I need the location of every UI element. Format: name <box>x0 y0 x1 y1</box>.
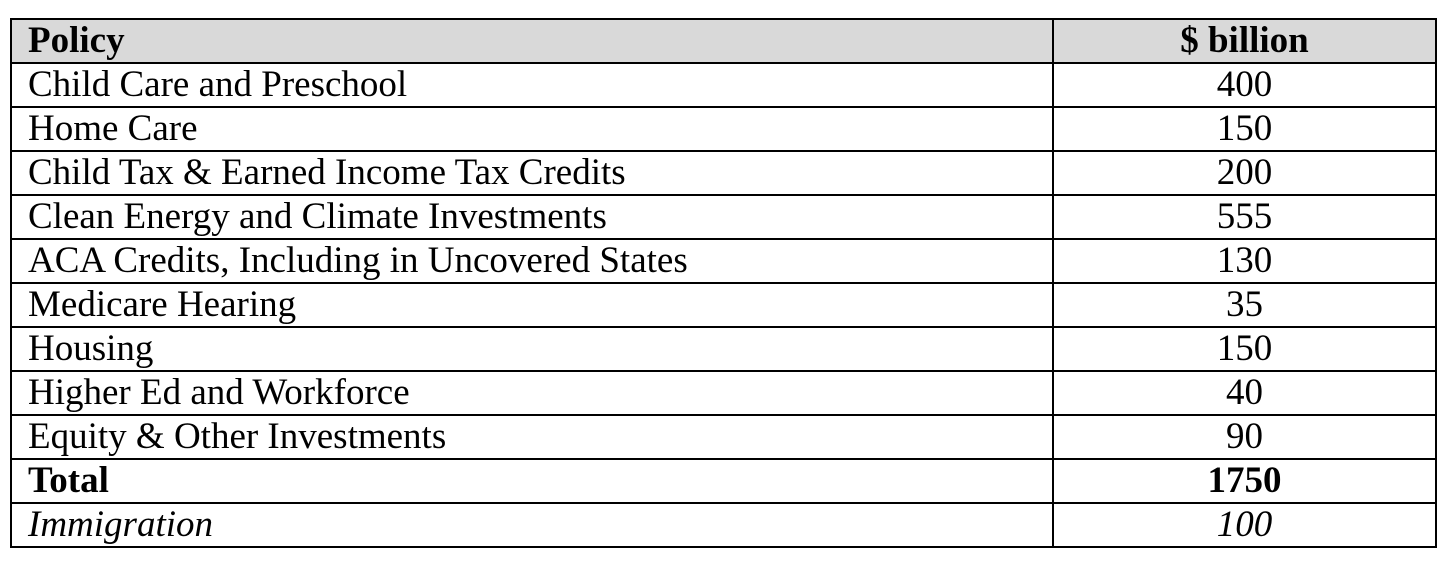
row-value-cell: 130 <box>1053 239 1436 283</box>
total-label: Total <box>11 459 1053 503</box>
immigration-label: Immigration <box>11 503 1053 547</box>
policy-spending-table <box>10 18 1437 548</box>
immigration-value: 100 <box>1053 503 1436 547</box>
row-value-cell: 40 <box>1053 371 1436 415</box>
row-policy-cell: ACA Credits, Including in Uncovered States <box>11 239 1053 283</box>
table-row <box>11 63 1436 107</box>
row-policy-cell: Medicare Hearing <box>11 283 1053 327</box>
row-policy-cell: Home Care <box>11 107 1053 151</box>
row-value-cell: 400 <box>1053 63 1436 107</box>
row-policy-cell: Child Care and Preschool <box>11 63 1053 107</box>
table-row <box>11 283 1436 327</box>
row-value-cell: 555 <box>1053 195 1436 239</box>
row-value-cell: 150 <box>1053 327 1436 371</box>
row-policy-cell: Higher Ed and Workforce <box>11 371 1053 415</box>
table-header-row <box>11 19 1436 63</box>
policy-spending-table-container <box>10 18 1435 548</box>
row-value-cell: 200 <box>1053 151 1436 195</box>
header-policy: Policy <box>11 19 1053 63</box>
table-row <box>11 107 1436 151</box>
header-billion: $ billion <box>1053 19 1436 63</box>
table-row <box>11 327 1436 371</box>
table-row <box>11 239 1436 283</box>
row-value-cell: 35 <box>1053 283 1436 327</box>
row-policy-cell: Housing <box>11 327 1053 371</box>
total-value: 1750 <box>1053 459 1436 503</box>
immigration-row <box>11 503 1436 547</box>
row-policy-cell: Equity & Other Investments <box>11 415 1053 459</box>
row-policy-cell: Child Tax & Earned Income Tax Credits <box>11 151 1053 195</box>
row-policy-cell: Clean Energy and Climate Investments <box>11 195 1053 239</box>
total-row <box>11 459 1436 503</box>
table-row <box>11 195 1436 239</box>
table-row <box>11 415 1436 459</box>
table-row <box>11 371 1436 415</box>
row-value-cell: 150 <box>1053 107 1436 151</box>
table-row <box>11 151 1436 195</box>
row-value-cell: 90 <box>1053 415 1436 459</box>
